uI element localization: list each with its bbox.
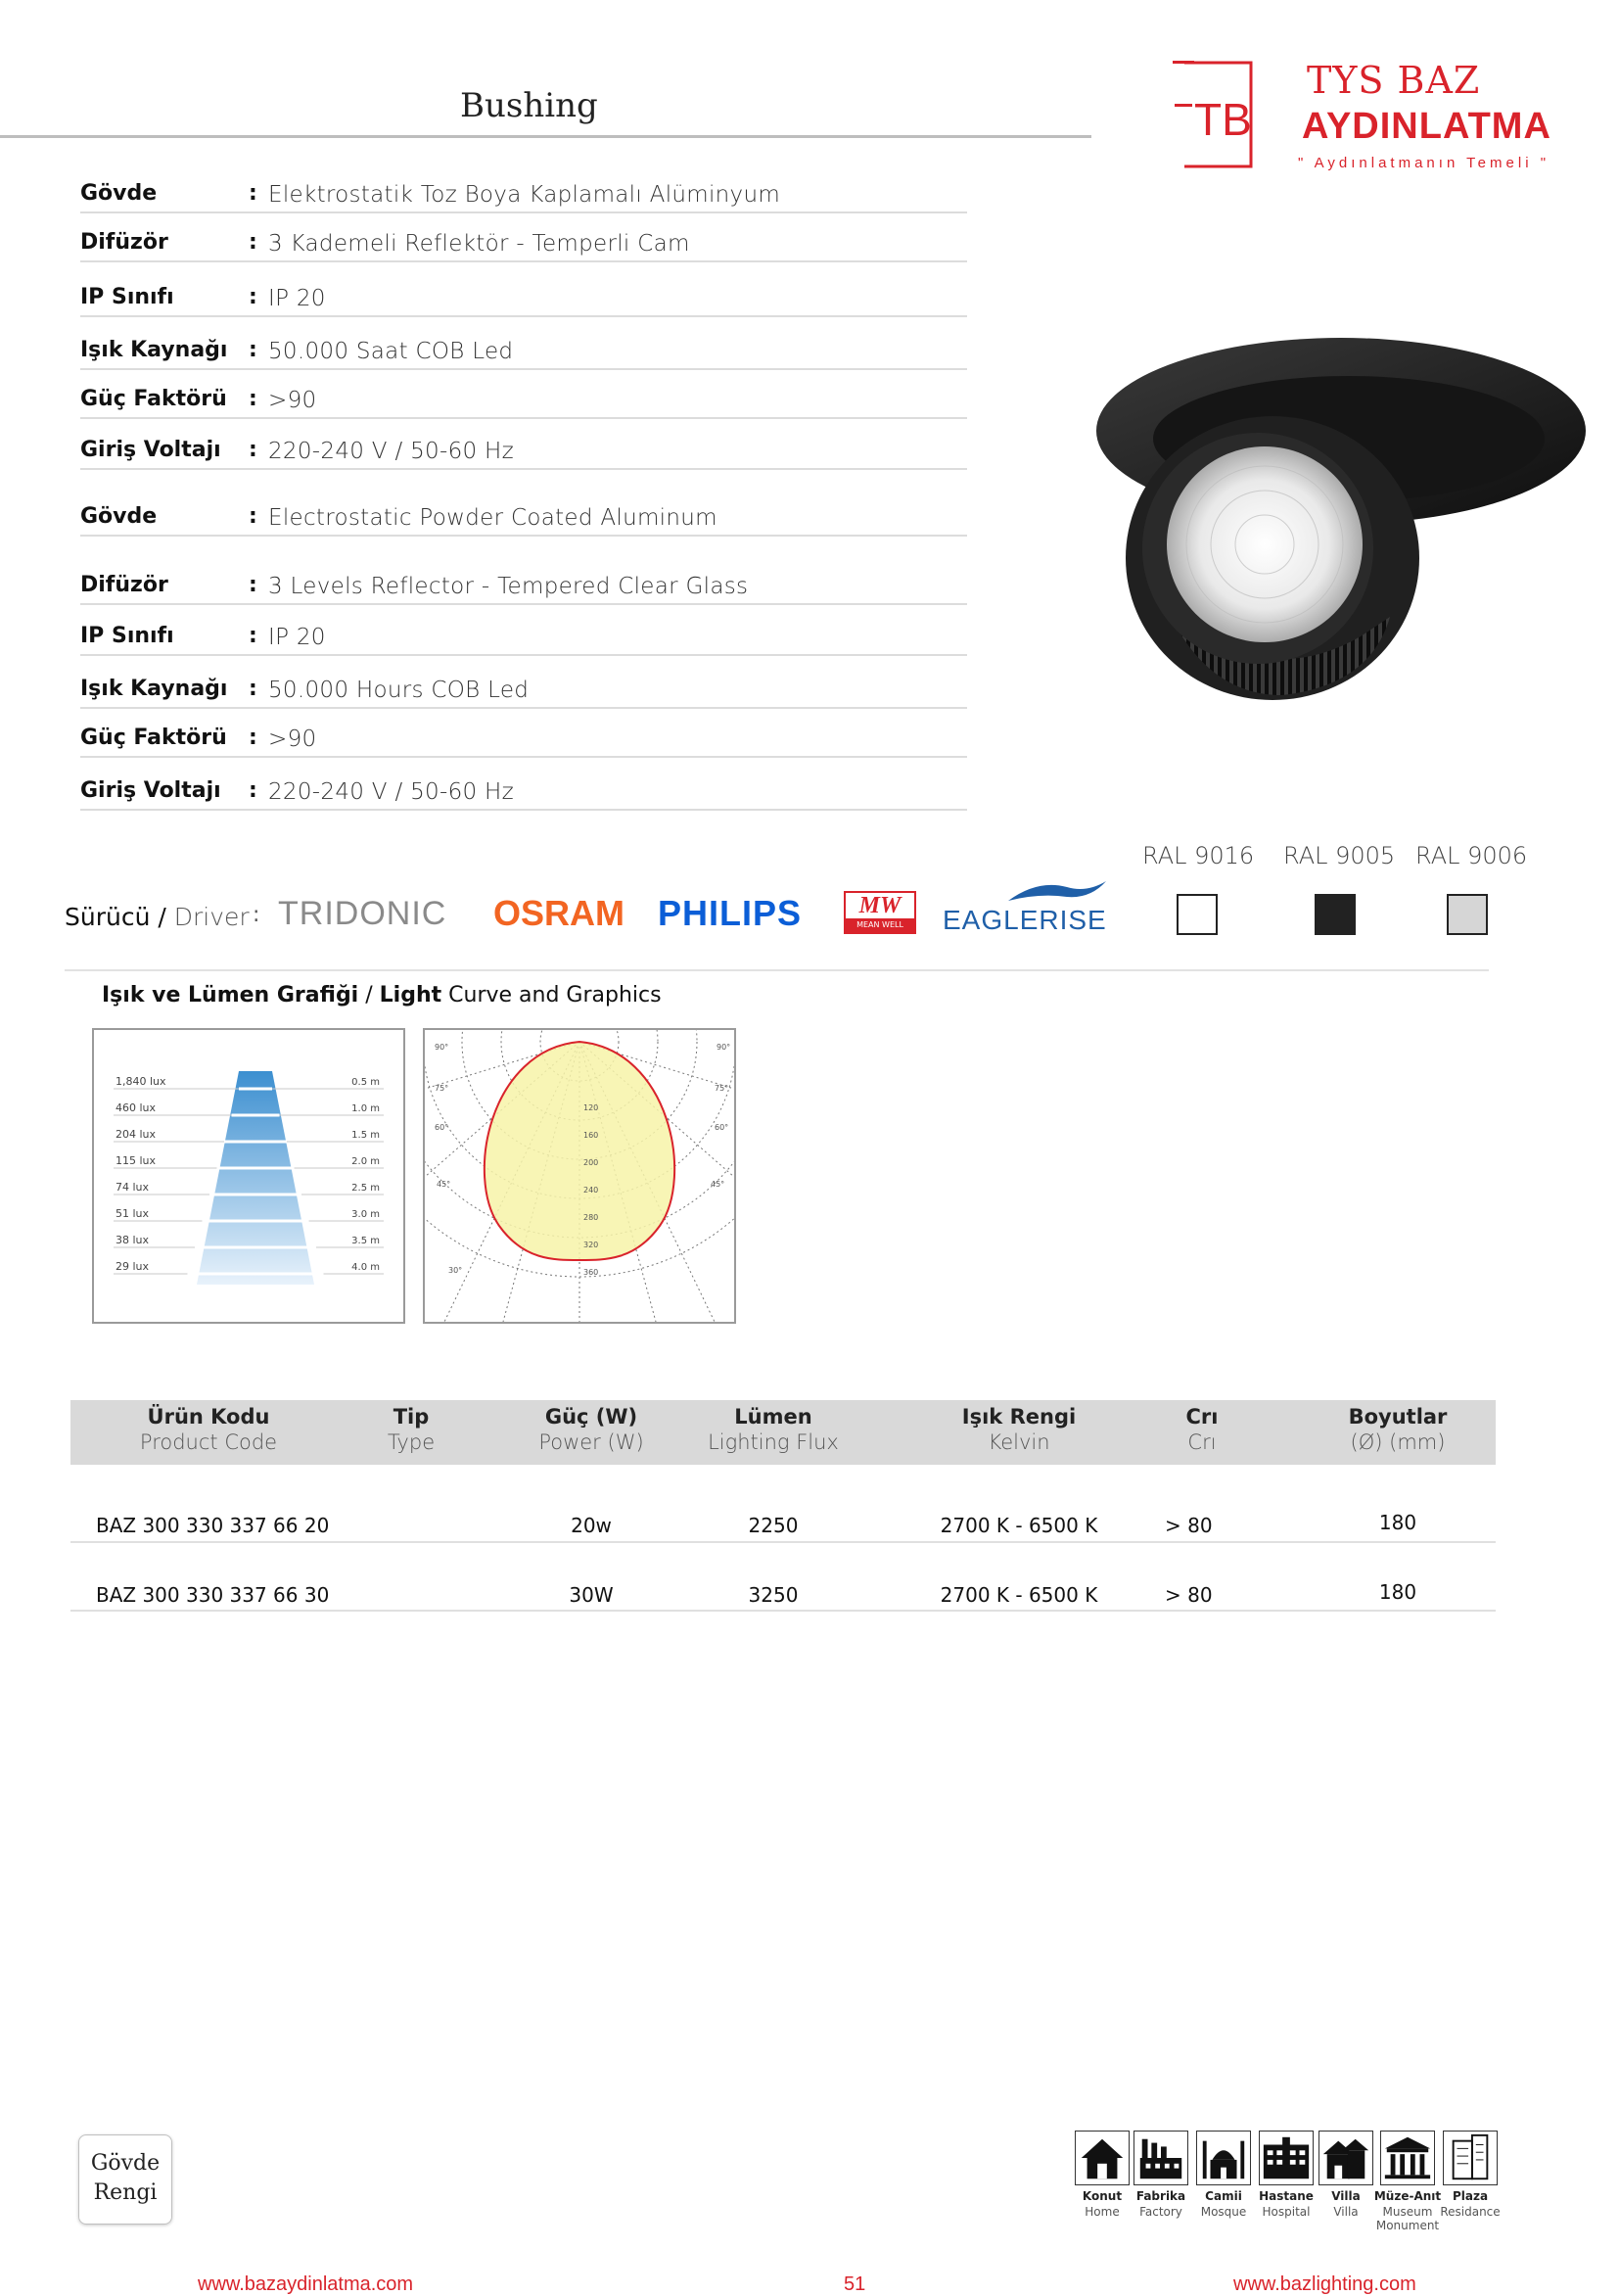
villa-icon <box>1318 2131 1373 2185</box>
spec-row <box>80 566 967 605</box>
ral-9016-label: RAL 9016 <box>1142 842 1255 869</box>
graphics-title-tr: Işık ve Lümen Grafiği <box>102 983 359 1007</box>
spec-row <box>80 772 967 811</box>
polar-angle-label: 60° <box>435 1123 449 1132</box>
spec-colon: : <box>249 778 257 803</box>
lux-value-label: 115 lux <box>116 1154 157 1167</box>
spec-row <box>80 617 967 656</box>
column-header-en: Type <box>387 1430 436 1454</box>
meanwell-mark: MW <box>858 893 902 918</box>
meanwell-text: MEAN WELL <box>846 918 914 932</box>
polar-value-label: 360 <box>583 1268 599 1277</box>
column-header-tr: Ürün Kodu <box>147 1405 270 1429</box>
page-title: Bushing <box>460 86 598 125</box>
spec-colon: : <box>249 230 257 255</box>
tb-logo-icon <box>1173 61 1255 168</box>
polar-value-label: 320 <box>583 1241 599 1249</box>
spec-row <box>80 331 967 370</box>
spec-colon: : <box>249 181 257 206</box>
table-cell-power: 30W <box>569 1583 614 1607</box>
spec-value: Electrostatic Powder Coated Aluminum <box>268 505 717 531</box>
usage-label-tr: Camii <box>1205 2189 1242 2203</box>
usage-label-en: Museum Monument <box>1375 2205 1440 2232</box>
polar-angle-label: 45° <box>711 1180 725 1189</box>
usage-label-tr: Hastane <box>1259 2189 1314 2203</box>
column-header-tr: Crı <box>1185 1405 1219 1429</box>
distance-label: 1.5 m <box>351 1130 380 1141</box>
row-divider <box>70 1541 1496 1543</box>
column-header-en: Kelvin <box>988 1430 1050 1454</box>
table-cell-code: BAZ 300 330 337 66 20 <box>96 1514 330 1537</box>
row-divider <box>70 1610 1496 1612</box>
spec-row <box>80 497 967 537</box>
spec-label: IP Sınıfı <box>80 285 174 309</box>
usage-label-en: Factory <box>1139 2205 1182 2219</box>
usage-label-tr: Villa <box>1331 2189 1361 2203</box>
product-image <box>1038 323 1586 715</box>
polar-angle-label: 90° <box>717 1043 731 1052</box>
polar-angle-label: 75° <box>715 1084 729 1093</box>
spec-colon: : <box>249 573 257 597</box>
philips-logo: PHILIPS <box>658 893 803 933</box>
logo-line2: AYDINLATMA <box>1302 106 1551 147</box>
page-number: 51 <box>844 2273 866 2295</box>
mosque-icon <box>1196 2131 1251 2185</box>
spec-label: IP Sınıfı <box>80 624 174 648</box>
spec-row <box>80 719 967 758</box>
distance-label: 2.5 m <box>351 1183 380 1194</box>
polar-angle-label: 90° <box>435 1043 449 1052</box>
logo-tagline: " Aydınlatmanın Temeli " <box>1298 155 1550 171</box>
polar-value-label: 200 <box>583 1158 599 1167</box>
spec-row <box>80 431 967 470</box>
table-cell-size: 180 <box>1378 1580 1417 1604</box>
spec-label: Işık Kaynağı <box>80 677 228 701</box>
polar-angle-label: 60° <box>715 1123 729 1132</box>
driver-divider <box>65 969 1489 971</box>
spec-colon: : <box>249 387 257 411</box>
spec-value: >90 <box>268 726 317 752</box>
polar-value-label: 280 <box>583 1213 599 1222</box>
distance-label: 1.0 m <box>351 1103 380 1114</box>
usage-label-en: Hospital <box>1262 2205 1311 2219</box>
svg-text:TB: TB <box>1194 94 1252 145</box>
polar-angle-label: 45° <box>437 1180 451 1189</box>
body-color-line2: Rengi <box>93 2180 158 2205</box>
body-color-box <box>78 2134 172 2225</box>
lux-cone <box>94 1030 403 1322</box>
ral-9006-swatch <box>1447 894 1488 935</box>
table-cell-size: 180 <box>1378 1511 1417 1534</box>
lux-value-label: 74 lux <box>116 1181 150 1194</box>
plaza-icon <box>1443 2131 1498 2185</box>
polar-curve <box>425 1030 734 1322</box>
factory-icon <box>1133 2131 1188 2185</box>
polar-angle-label: 75° <box>435 1084 449 1093</box>
table-cell-lumen: 2250 <box>748 1514 799 1537</box>
spec-label: Gövde <box>80 504 158 529</box>
column-header <box>1094 1404 1310 1455</box>
column-header <box>101 1404 316 1455</box>
graphics-title-en: Curve and Graphics <box>448 983 662 1007</box>
spec-value: 220-240 V / 50-60 Hz <box>268 779 515 805</box>
lux-value-label: 51 lux <box>116 1207 150 1220</box>
spec-colon: : <box>249 438 257 462</box>
home-icon <box>1075 2131 1130 2185</box>
usage-label-en: Residance <box>1440 2205 1501 2219</box>
column-header-tr: Boyutlar <box>1348 1405 1448 1429</box>
table-cell-kelvin: 2700 K - 6500 K <box>940 1583 1098 1607</box>
ral-9005-label: RAL 9005 <box>1283 842 1396 869</box>
spec-label: Giriş Voltajı <box>80 778 221 803</box>
lux-value-label: 204 lux <box>116 1128 157 1141</box>
spec-value: 3 Kademeli Reflektör - Temperli Cam <box>268 231 690 257</box>
column-header-en: Lighting Flux <box>708 1430 839 1454</box>
lux-value-label: 29 lux <box>116 1260 150 1273</box>
spec-row <box>80 278 967 317</box>
distance-label: 0.5 m <box>351 1077 380 1088</box>
column-header-tr: Güç (W) <box>544 1405 638 1429</box>
title-divider <box>0 135 1091 138</box>
spec-row <box>80 670 967 709</box>
footer-left-url[interactable]: www.bazaydinlatma.com <box>198 2273 414 2295</box>
polar-value-label: 120 <box>583 1103 599 1112</box>
spec-colon: : <box>249 677 257 701</box>
spec-value: 50.000 Saat COB Led <box>268 339 514 364</box>
spec-value: IP 20 <box>268 286 326 311</box>
column-header-tr: Tip <box>393 1405 430 1429</box>
driver-label-tr: Sürücü / <box>65 903 166 931</box>
spec-value: IP 20 <box>268 625 326 650</box>
spec-row <box>80 223 967 262</box>
usage-label-en: Mosque <box>1200 2205 1247 2219</box>
spec-colon: : <box>249 338 257 362</box>
distance-label: 3.0 m <box>351 1209 380 1220</box>
usage-label-en: Home <box>1085 2205 1120 2219</box>
spec-row <box>80 380 967 419</box>
lux-value-label: 38 lux <box>116 1234 150 1246</box>
distance-label: 3.5 m <box>351 1236 380 1246</box>
spec-label: Güç Faktörü <box>80 726 227 750</box>
spec-value: 220-240 V / 50-60 Hz <box>268 439 515 464</box>
osram-logo: OSRAM <box>493 893 624 933</box>
column-header <box>666 1404 881 1455</box>
column-header-tr: Işık Rengi <box>961 1405 1077 1429</box>
lux-value-label: 460 lux <box>116 1101 157 1114</box>
usage-label-en: Villa <box>1333 2205 1359 2219</box>
table-cell-kelvin: 2700 K - 6500 K <box>940 1514 1098 1537</box>
spec-label: Işık Kaynağı <box>80 338 228 362</box>
polar-angle-label: 30° <box>448 1266 463 1275</box>
column-header-tr: Lümen <box>734 1405 812 1429</box>
body-color-line1: Gövde <box>90 2151 161 2176</box>
distance-label: 4.0 m <box>351 1262 380 1273</box>
spec-label: Difüzör <box>80 230 168 255</box>
ral-9006-label: RAL 9006 <box>1415 842 1528 869</box>
polar-value-label: 160 <box>583 1131 599 1140</box>
spec-value: 50.000 Hours COB Led <box>268 678 530 703</box>
spec-colon: : <box>249 504 257 529</box>
usage-label-tr: Plaza <box>1452 2189 1489 2203</box>
column-header-en: Power (W) <box>538 1430 644 1454</box>
eaglerise-logo: EAGLERISE <box>943 905 1107 935</box>
spec-value: >90 <box>268 388 317 413</box>
driver-label-en: Driver <box>173 903 250 931</box>
logo-line1: TYS BAZ <box>1307 59 1481 102</box>
usage-label-tr: Müze-Anıt <box>1373 2189 1442 2203</box>
driver-colon: : <box>253 903 260 927</box>
table-cell-code: BAZ 300 330 337 66 30 <box>96 1583 330 1607</box>
eaglerise-wing-icon <box>989 875 1116 905</box>
museum-icon <box>1380 2131 1435 2185</box>
column-header-en: Product Code <box>139 1430 278 1454</box>
spec-colon: : <box>249 285 257 309</box>
polar-value-label: 240 <box>583 1186 599 1195</box>
graphics-title <box>102 983 662 1007</box>
graphics-title-en-bold: Light <box>379 983 442 1007</box>
footer-right-url[interactable]: www.bazlighting.com <box>1233 2273 1416 2295</box>
spec-label: Giriş Voltajı <box>80 438 221 462</box>
ral-9016-swatch <box>1177 894 1218 935</box>
polar-diagram <box>423 1028 736 1324</box>
distance-label: 2.0 m <box>351 1156 380 1167</box>
meanwell-logo <box>844 891 916 934</box>
ral-9005-swatch <box>1315 894 1356 935</box>
graphics-title-sep: / <box>365 983 373 1007</box>
hospital-icon <box>1259 2131 1314 2185</box>
spec-label: Difüzör <box>80 573 168 597</box>
spec-row <box>80 174 967 213</box>
table-cell-cri: > 80 <box>1165 1514 1213 1537</box>
column-header <box>1290 1404 1505 1455</box>
spec-label: Gövde <box>80 181 158 206</box>
table-cell-power: 20w <box>571 1514 612 1537</box>
lux-diagram <box>92 1028 405 1324</box>
table-cell-lumen: 3250 <box>748 1583 799 1607</box>
spec-value: Elektrostatik Toz Boya Kaplamalı Alüminyum <box>268 182 781 208</box>
spec-colon: : <box>249 726 257 750</box>
column-header-en: Crı <box>1187 1430 1217 1454</box>
lux-value-label: 1,840 lux <box>116 1075 166 1088</box>
spec-label: Güç Faktörü <box>80 387 227 411</box>
spec-value: 3 Levels Reflector - Tempered Clear Glass <box>268 574 749 599</box>
tridonic-logo: TRIDONIC <box>278 895 447 932</box>
spec-colon: : <box>249 624 257 648</box>
table-cell-cri: > 80 <box>1165 1583 1213 1607</box>
column-header-en: (Ø) (mm) <box>1350 1430 1446 1454</box>
usage-label-tr: Konut <box>1082 2189 1123 2203</box>
driver-label <box>65 903 250 931</box>
usage-label-tr: Fabrika <box>1135 2189 1186 2203</box>
